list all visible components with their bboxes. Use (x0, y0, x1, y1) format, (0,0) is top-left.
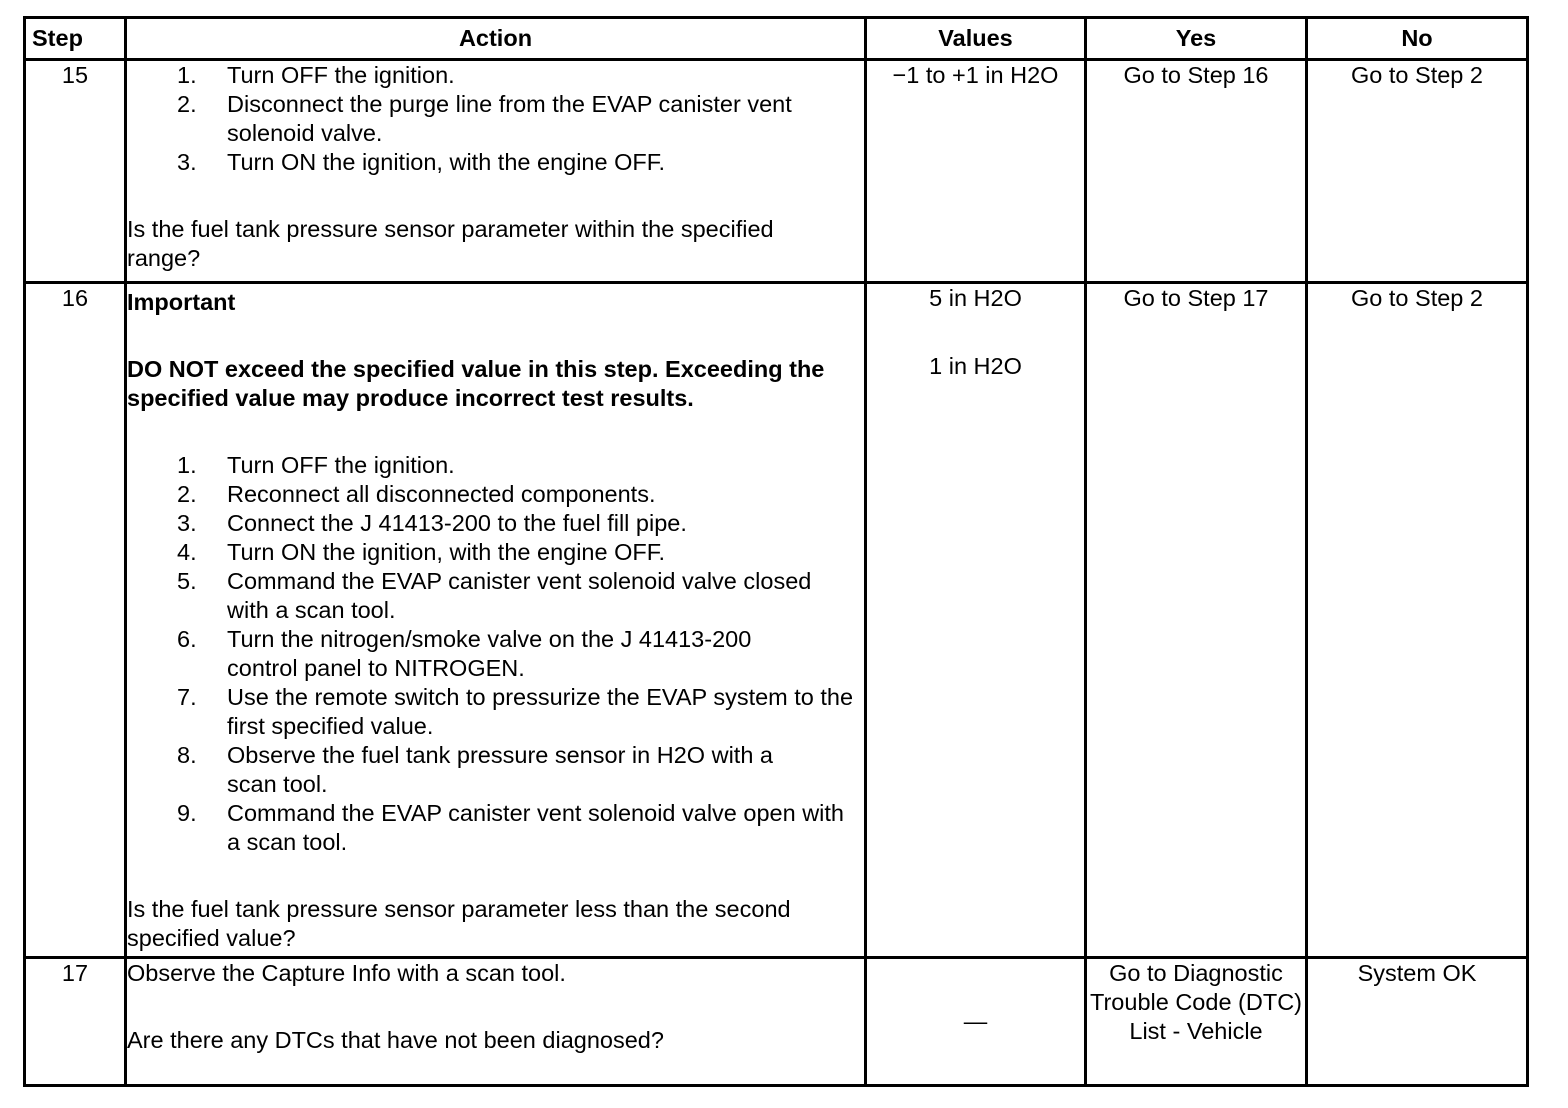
action-steps-list (127, 451, 864, 857)
header-step: Step (25, 18, 126, 60)
step-number: 15 (25, 60, 126, 283)
action-step: 2. Reconnect all disconnected components. (177, 481, 656, 507)
values-cell: — (866, 958, 1086, 1086)
no-cell: Go to Step 2 (1307, 283, 1528, 958)
header-no: No (1307, 18, 1528, 60)
no-cell: System OK (1307, 958, 1528, 1086)
action-line: Observe the Capture Info with a scan tool. (127, 960, 566, 986)
action-question: Are there any DTCs that have not been diagnosed? (127, 1027, 664, 1053)
action-step: 6. Turn the nitrogen/smoke valve on the J 41413-200 control panel to NITROGEN. (177, 626, 752, 681)
header-row (25, 18, 1528, 60)
action-steps-list (127, 61, 864, 177)
value-second: 1 in H2O (929, 353, 1022, 379)
no-cell: Go to Step 2 (1307, 60, 1528, 283)
yes-cell: Go to Step 17 (1086, 283, 1307, 958)
action-step: 8. Observe the fuel tank pressure sensor in H2O with a scan tool. (177, 742, 773, 797)
important-label: Important (127, 289, 236, 315)
action-step: 5. Command the EVAP canister vent solenoid valve closed with a scan tool. (177, 568, 812, 623)
action-step: 9. Command the EVAP canister vent solenoid valve open with a scan tool. (177, 800, 845, 855)
table-row-step-16 (25, 283, 1528, 958)
action-step: 2. Disconnect the purge line from the EVAP canister vent solenoid valve. (177, 91, 792, 146)
action-cell (126, 283, 866, 958)
yes-cell: Go to Diagnostic Trouble Code (DTC) List - Vehicle (1086, 958, 1307, 1086)
values-cell: −1 to +1 in H2O (866, 60, 1086, 283)
action-question: Is the fuel tank pressure sensor parameter less than the second specified value? (127, 896, 791, 951)
action-step: 3. Connect the J 41413-200 to the fuel fill pipe. (177, 510, 687, 536)
action-step: 1. Turn OFF the ignition. (177, 62, 455, 88)
yes-cell: Go to Step 16 (1086, 60, 1307, 283)
values-cell (866, 283, 1086, 958)
action-step: 3. Turn ON the ignition, with the engine OFF. (177, 149, 666, 175)
table-row-step-15 (25, 60, 1528, 283)
action-step: 1. Turn OFF the ignition. (177, 452, 455, 478)
action-step: 4. Turn ON the ignition, with the engine OFF. (177, 539, 666, 565)
action-question: Is the fuel tank pressure sensor parameter within the specified range? (127, 216, 774, 271)
diagnostic-table (23, 16, 1529, 1087)
action-cell (126, 60, 866, 283)
header-yes: Yes (1086, 18, 1307, 60)
header-values: Values (866, 18, 1086, 60)
action-cell (126, 958, 866, 1086)
header-action: Action (126, 18, 866, 60)
step-number: 16 (25, 283, 126, 958)
step-number: 17 (25, 958, 126, 1086)
value-first: 5 in H2O (929, 285, 1022, 311)
important-text: DO NOT exceed the specified value in this step. Exceeding the specified value may produce incorrect test results. (127, 356, 825, 411)
action-step: 7. Use the remote switch to pressurize the EVAP system to the first specified value. (177, 684, 854, 739)
table-row-step-17 (25, 958, 1528, 1086)
